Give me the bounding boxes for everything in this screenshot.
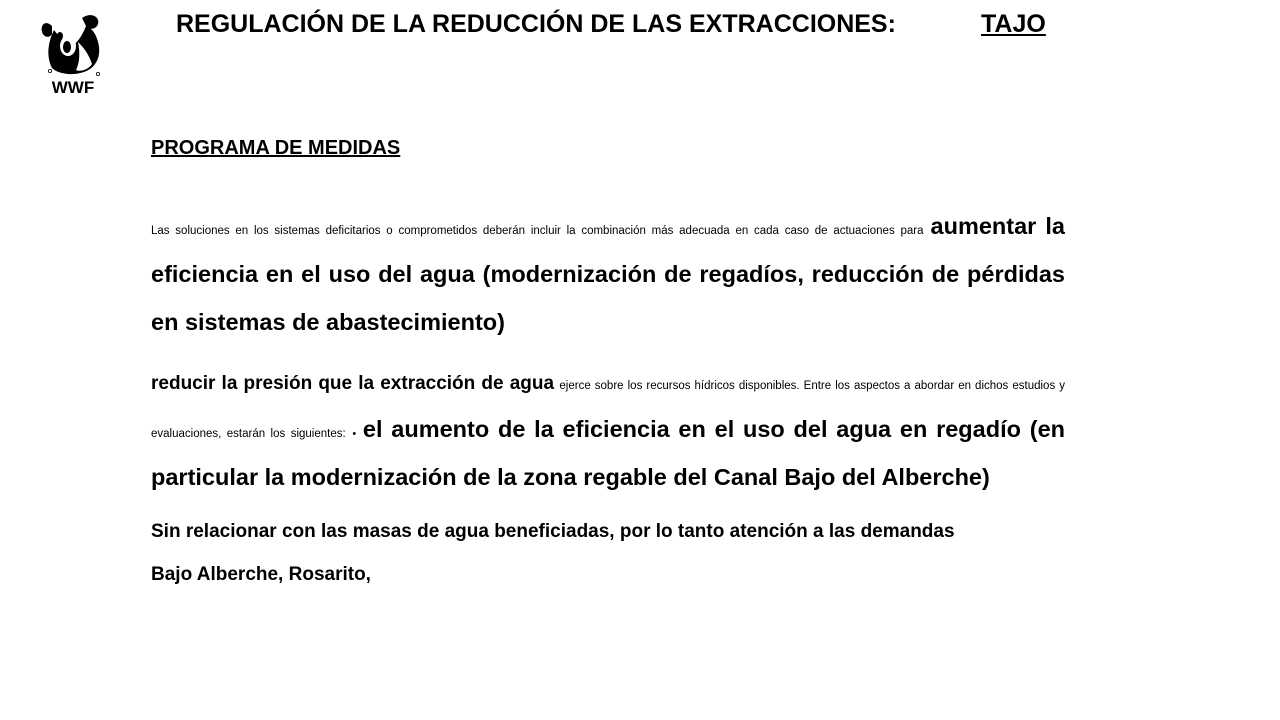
page-title bbox=[176, 10, 1046, 44]
paragraph-3: Sin relacionar con las masas de agua beneficiadas, por lo tanto atención a las demandas bbox=[151, 521, 955, 542]
paragraph-4: Bajo Alberche, Rosarito, bbox=[151, 564, 371, 585]
section-heading: PROGRAMA DE MEDIDAS bbox=[151, 137, 401, 159]
paragraph-2-lead: reducir la presión que la extracción de agua bbox=[151, 373, 555, 394]
paragraph-2-emphasis: el aumento de la eficiencia en el uso del agua en regadío (en particular la modernización de la zona regable del Canal Bajo del Alberche) bbox=[151, 416, 1065, 490]
title-text: REGULACIÓN DE LA REDUCCIÓN DE LAS EXTRACCIONES: bbox=[176, 10, 896, 38]
paragraph-2-body: ejerce sobre los recursos hídricos disponibles. Entre los aspectos a abordar en dichos estudios y evaluaciones, estarán los siguientes: bbox=[151, 380, 1066, 440]
paragraph-2 bbox=[151, 362, 1065, 502]
wwf-logo-text: WWF bbox=[51, 78, 95, 97]
paragraph-1 bbox=[151, 204, 1065, 348]
paragraph-1-emphasis: aumentar la eficiencia en el uso del agua (modernización de regadíos, reducción de pérdidas en sistemas de abastecimiento) bbox=[151, 213, 1065, 335]
paragraph-1-intro: Las soluciones en los sistemas deficitarios o comprometidos deberán incluir la combinación más adecuada en cada caso de actuaciones para bbox=[151, 225, 924, 237]
panda-logo-icon bbox=[38, 12, 108, 78]
wwf-logo bbox=[38, 12, 108, 100]
title-region: TAJO bbox=[981, 10, 1046, 38]
bullet-icon: • bbox=[352, 428, 357, 440]
slide-content bbox=[151, 204, 1065, 586]
